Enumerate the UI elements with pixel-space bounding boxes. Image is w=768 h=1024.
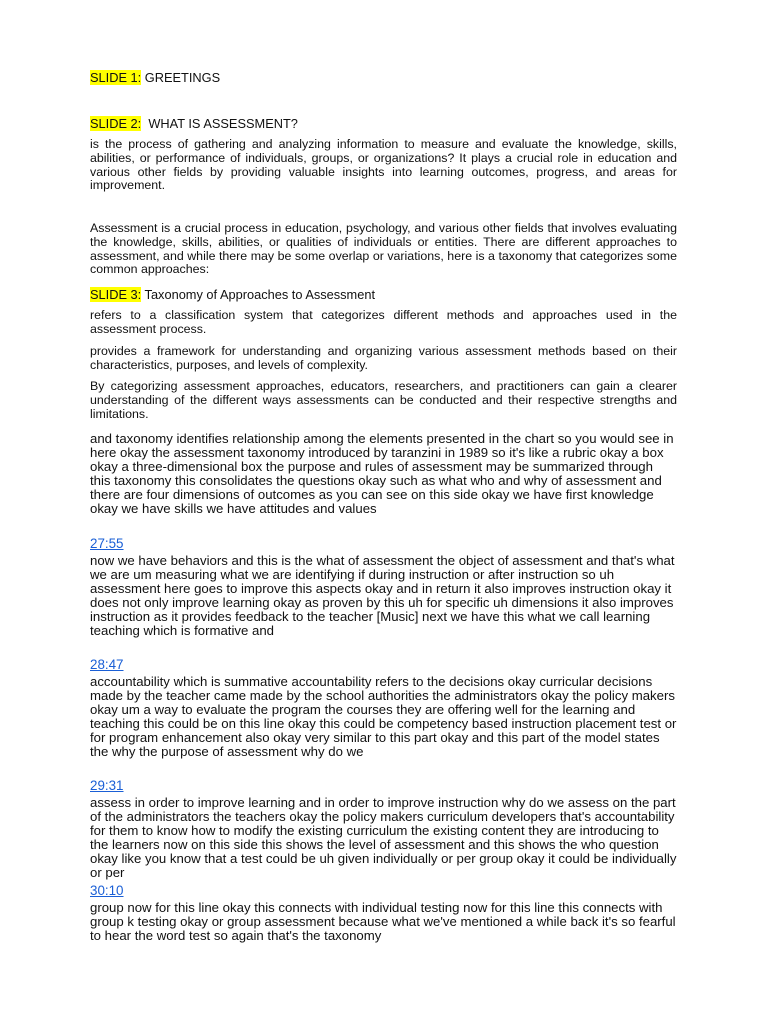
- slide3-paragraph-3: By categorizing assessment approaches, educators, researchers, and practitioners can gain a clearer understanding of the different ways assessments can be conducted and their respective strengths and limitations.: [90, 379, 677, 421]
- timestamp-link[interactable]: 30:10: [90, 883, 124, 898]
- slide2-heading: [90, 116, 677, 131]
- transcript-lead: and taxonomy identifies relationship among the elements presented in the chart so you would see in here okay the assessment taxonomy introduced by taranzini in 1989 so it's like a rubric okay a box okay a three-dimensional box the purpose and rules of assessment may be summarized through this taxonomy this consolidates the questions okay such as what who and why of assessment and there are four dimensions of outcomes as you can see on this side okay we have first knowledge okay we have skills we have attitudes and values: [90, 431, 674, 516]
- slide1-tag: SLIDE 1:: [90, 70, 142, 85]
- transcript-text: accountability which is summative accountability refers to the decisions okay curricular decisions made by the teacher came made by the school authorities the administrators okay the policy makers okay um a way to evaluate the program the courses they are offering well for the learning and teaching this could be on this line okay this could be competency based instruction placement test or for program enhancement also okay very similar to this part okay and this part of the model states the why the purpose of assessment why do we: [90, 674, 677, 759]
- slide2-title: WHAT IS ASSESSMENT?: [141, 116, 298, 131]
- slide1-heading: [90, 70, 677, 85]
- slide3-heading: [90, 287, 677, 302]
- transcript-text: assess in order to improve learning and in order to improve instruction why do we assess on the part of the administrators the teachers okay the policy makers curriculum developers that's accountability for them to know how to modify the existing curriculum the existing content they are introducing to the learners now on this side this shows the level of assessment and this shows the who question okay like you know that a test could be uh given individually or per group okay it could be individually or per: [90, 795, 677, 880]
- timestamp-link[interactable]: 27:55: [90, 536, 124, 551]
- transcript-segment: [90, 657, 677, 758]
- slide2-tag: SLIDE 2:: [90, 116, 142, 131]
- slide2-intro: Assessment is a crucial process in education, psychology, and various other fields that involves evaluating the knowledge, skills, abilities, or qualities of individuals or entities. There are different approaches to assessment, and while there may be some overlap or variations, here is a taxonomy that categorizes some common approaches:: [90, 221, 677, 277]
- transcript-segment: [90, 778, 677, 879]
- timestamp-link[interactable]: 29:31: [90, 778, 124, 793]
- transcript-text: now we have behaviors and this is the what of assessment the object of assessment and that's what we are um measuring what we are identifying if during instruction or after instruction so uh assessment here goes to improve this aspects okay and in return it also improves instruction okay it does not only improve learning okay as proven by this uh for specific uh dimensions it also improves instruction as it provides feedback to the teacher [Music] next we have this what we call learning teaching which is formative and: [90, 553, 675, 638]
- slide3-title: Taxonomy of Approaches to Assessment: [141, 287, 376, 302]
- transcript-segment: [90, 883, 677, 943]
- slide2-definition: is the process of gathering and analyzing information to measure and evaluate the knowledge, skills, abilities, or performance of individuals, groups, or organizations? It plays a crucial role in education and various other fields by providing valuable insights into learning outcomes, progress, and areas for improvement.: [90, 137, 677, 193]
- transcript-segment: [90, 536, 677, 637]
- timestamp-link[interactable]: 28:47: [90, 657, 124, 672]
- slide3-tag: SLIDE 3:: [90, 287, 142, 302]
- slide3-paragraph-1: refers to a classification system that categorizes different methods and approaches used in the assessment process.: [90, 308, 677, 336]
- transcript-text: group now for this line okay this connects with individual testing now for this line this connects with group k testing okay or group assessment because what we've mentioned a while back it's so fearful to hear the word test so again that's the taxonomy: [90, 900, 676, 943]
- slide3-paragraph-2: provides a framework for understanding and organizing various assessment methods based on their characteristics, purposes, and levels of complexity.: [90, 344, 677, 372]
- slide1-title: GREETINGS: [141, 70, 221, 85]
